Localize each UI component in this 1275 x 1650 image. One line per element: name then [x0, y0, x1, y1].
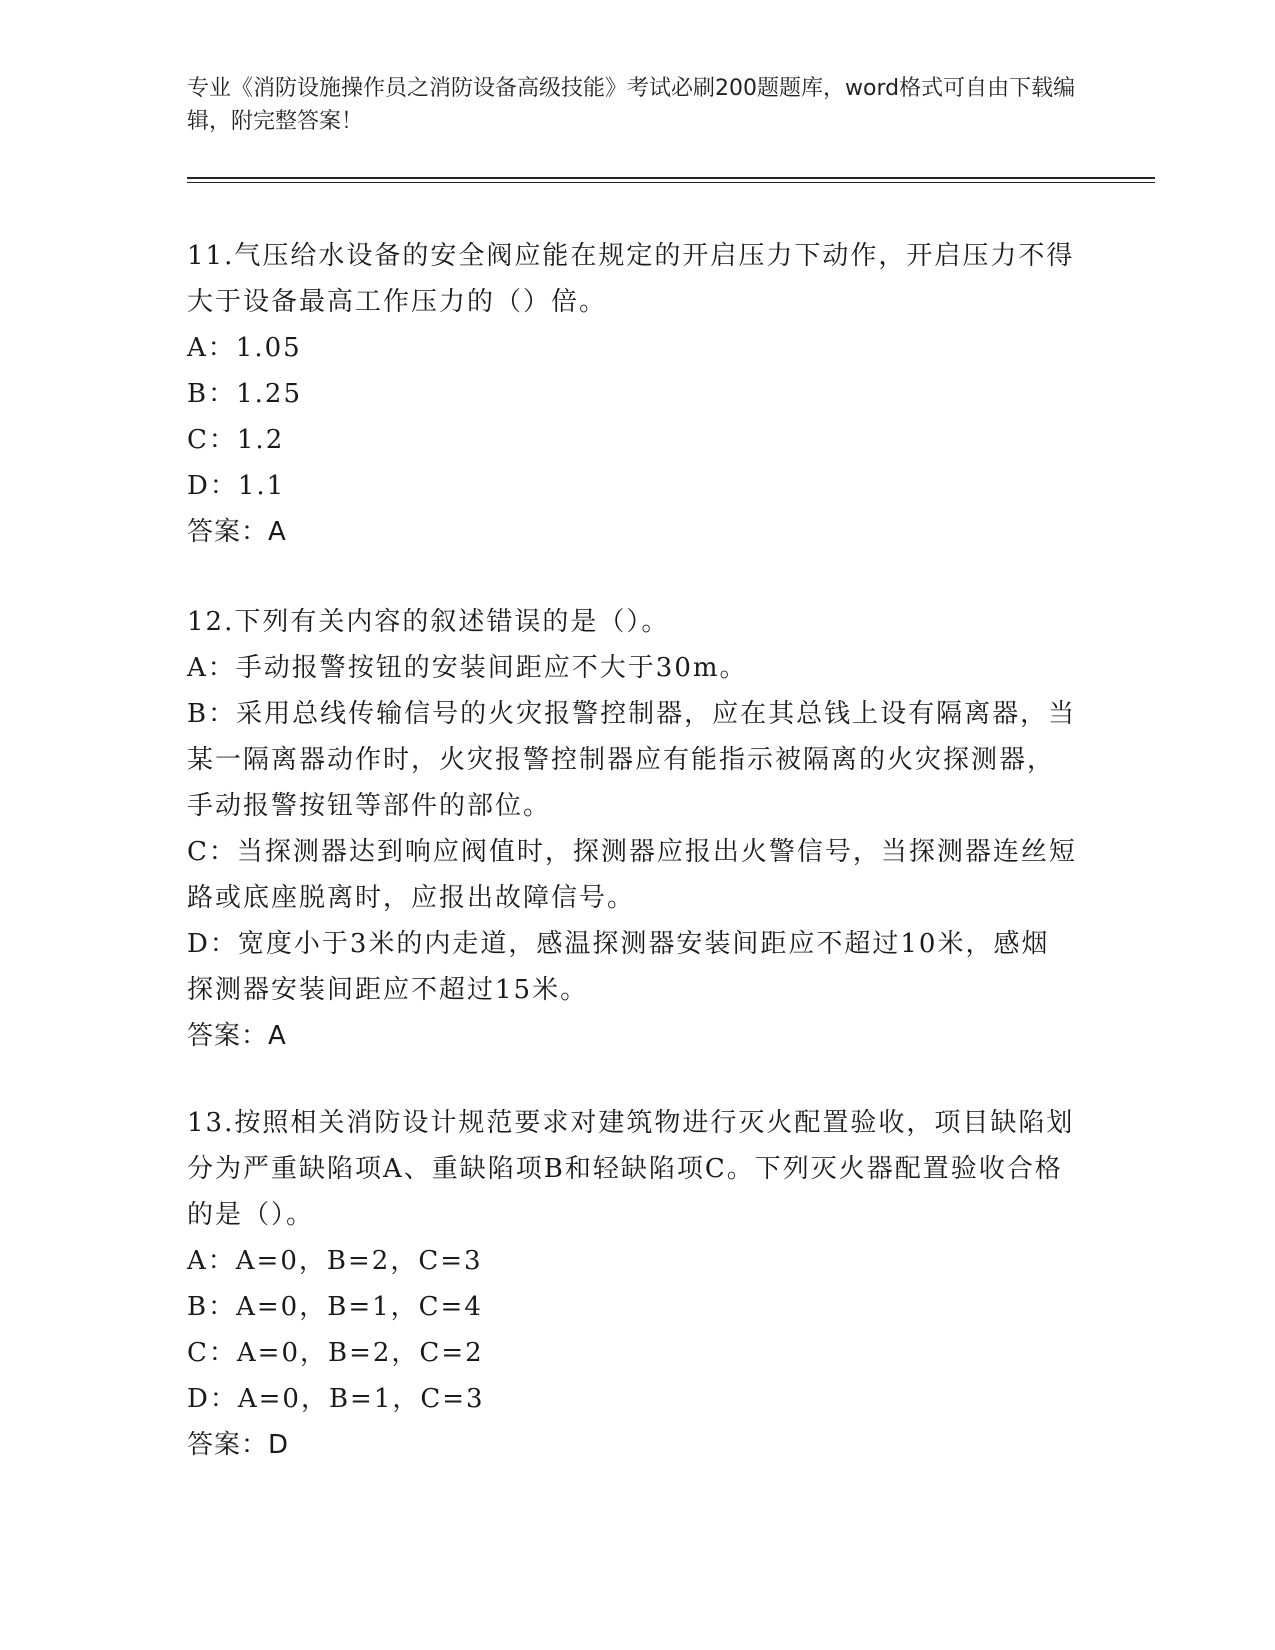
option-c: C：1.2 [187, 425, 285, 455]
option-d: D：1.1 [187, 471, 286, 501]
option-d: D：A=0，B=1，C=3 [187, 1384, 485, 1414]
question-stem: 11.气压给水设备的安全阀应能在规定的开启压力下动作，开启压力不得大于设备最高工作压力的（）倍。 [187, 241, 1075, 317]
header-divider-thick [187, 177, 1155, 179]
answer-label: 答案：A [187, 517, 287, 547]
question-11 [187, 233, 1077, 555]
option-a: A：1.05 [187, 333, 302, 363]
option-c: C：当探测器达到响应阀值时，探测器应报出火警信号，当探测器连丝短路或底座脱离时，应报出故障信号。 [187, 837, 1077, 913]
option-d: D：宽度小于3米的内走道，感温探测器安装间距应不超过10米，感烟探测器安装间距应不超过15米。 [187, 929, 1050, 1005]
question-stem: 13.按照相关消防设计规范要求对建筑物进行灭火配置验收，项目缺陷划分为严重缺陷项A、重缺陷项B和轻缺陷项C。下列灭火器配置验收合格的是（）。 [187, 1108, 1075, 1230]
answer-label: 答案：A [187, 1021, 287, 1051]
option-b: B：采用总线传输信号的火灾报警控制器，应在其总钱上设有隔离器，当某一隔离器动作时，火灾报警控制器应有能指示被隔离的火灾探测器，手动报警按钮等部件的部位。 [187, 699, 1077, 821]
option-c: C：A=0，B=2，C=2 [187, 1338, 484, 1368]
question-stem: 12.下列有关内容的叙述错误的是（）。 [187, 607, 670, 637]
question-13 [187, 1100, 1077, 1468]
option-a: A：A=0，B=2，C=3 [187, 1246, 483, 1276]
question-12 [187, 599, 1077, 1059]
document-header: 专业《消防设施操作员之消防设备高级技能》考试必刷200题题库，word格式可自由下载编辑，附完整答案！ [187, 76, 1076, 134]
answer-label: 答案：D [187, 1430, 290, 1460]
option-a: A：手动报警按钮的安装间距应不大于30m。 [187, 653, 748, 683]
option-b: B：1.25 [187, 379, 302, 409]
header-divider-thin [187, 182, 1155, 183]
option-b: B：A=0，B=1，C=4 [187, 1292, 483, 1322]
